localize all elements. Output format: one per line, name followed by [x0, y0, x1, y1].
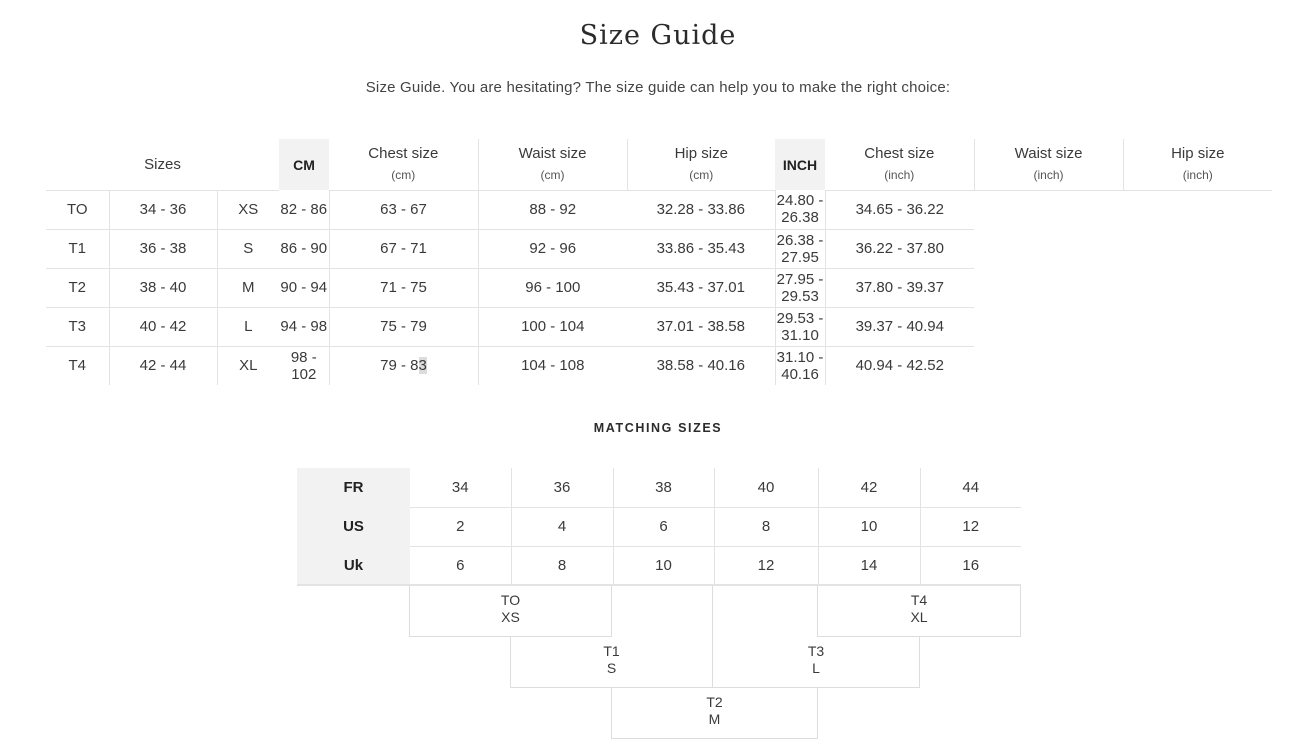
matching-sizes-table — [297, 468, 1021, 586]
size-code: T1 — [46, 229, 109, 268]
matching-row-us — [297, 507, 1021, 546]
table-row — [46, 268, 1272, 307]
matching-value: 8 — [511, 546, 613, 585]
chest-cm-header: Chest size (cm) — [329, 139, 478, 190]
hip-inch: 40.94 - 42.52 — [825, 346, 974, 385]
hip-cm: 104 - 108 — [478, 346, 627, 385]
bracket-code: T1 — [603, 643, 620, 659]
hip-inch: 34.65 - 36.22 — [825, 190, 974, 229]
chest-cm: 94 - 98 — [279, 307, 329, 346]
size-table-header — [46, 139, 1272, 190]
size-range: 34 - 36 — [109, 190, 217, 229]
matching-row-uk — [297, 546, 1021, 585]
matching-value: 44 — [920, 468, 1021, 507]
size-bracket-s — [510, 637, 713, 688]
hip-inch: 39.37 - 40.94 — [825, 307, 974, 346]
row-label-fr: FR — [297, 468, 410, 507]
matching-value: 2 — [410, 507, 511, 546]
chest-inch: 35.43 - 37.01 — [627, 268, 775, 307]
chest-cm: 98 - 102 — [290, 348, 317, 383]
waist-cm-text: 79 - 8 — [380, 357, 419, 375]
bracket-code: T3 — [807, 643, 825, 659]
row-label-uk: Uk — [297, 546, 410, 585]
chest-cm: 82 - 86 — [279, 190, 329, 229]
hip-cm-header: Hip size (cm) — [627, 139, 775, 190]
matching-value: 12 — [714, 546, 818, 585]
waist-cm-header: Waist size (cm) — [478, 139, 627, 190]
size-code: T2 — [46, 268, 109, 307]
bracket-connector — [611, 586, 612, 637]
waist-cm — [329, 346, 478, 385]
size-letter: S — [217, 229, 279, 268]
matching-value: 12 — [920, 507, 1021, 546]
intro-text: Size Guide. You are hesitating? The size guide can help you to make the right choice: — [365, 79, 951, 96]
waist-cm: 75 - 79 — [329, 307, 478, 346]
matching-value: 34 — [410, 468, 511, 507]
size-range: 36 - 38 — [109, 229, 217, 268]
hip-cm: 96 - 100 — [478, 268, 627, 307]
selected-text-highlight: 3 — [418, 357, 427, 375]
size-bracket-xs — [409, 586, 612, 637]
matching-value: 16 — [920, 546, 1021, 585]
chest-inch: 37.01 - 38.58 — [627, 307, 775, 346]
bracket-code: T2 — [706, 694, 723, 710]
matching-value: 8 — [714, 507, 818, 546]
waist-inch: 29.53 - 31.10 — [775, 307, 825, 346]
waist-inch: 31.10 - 40.16 — [775, 346, 825, 385]
size-letter: XS — [217, 190, 279, 229]
size-bracket-m — [611, 688, 818, 739]
page-title: Size Guide — [579, 20, 737, 51]
matching-value: 10 — [613, 546, 714, 585]
matching-value: 38 — [613, 468, 714, 507]
waist-cm: 63 - 67 — [329, 190, 478, 229]
hip-inch: 36.22 - 37.80 — [825, 229, 974, 268]
hip-cm: 92 - 96 — [478, 229, 627, 268]
matching-value: 40 — [714, 468, 818, 507]
bracket-letter: S — [606, 660, 617, 676]
matching-value: 6 — [613, 507, 714, 546]
chest-inch: 38.58 - 40.16 — [656, 357, 745, 375]
bracket-letter: XS — [501, 609, 520, 625]
chest-inch-header: Chest size (inch) — [825, 139, 974, 190]
matching-row-fr — [297, 468, 1021, 507]
matching-value: 36 — [511, 468, 613, 507]
size-letter: L — [217, 307, 279, 346]
waist-inch: 26.38 - 27.95 — [775, 229, 825, 268]
table-row — [46, 346, 1272, 385]
waist-cm: 67 - 71 — [329, 229, 478, 268]
hip-cm: 88 - 92 — [478, 190, 627, 229]
size-range: 42 - 44 — [109, 346, 217, 385]
size-code: TO — [46, 190, 109, 229]
waist-inch: 27.95 - 29.53 — [775, 268, 825, 307]
matching-value: 10 — [818, 507, 920, 546]
table-row — [46, 307, 1272, 346]
bracket-letter: XL — [910, 609, 928, 625]
size-letter: M — [217, 268, 279, 307]
hip-inch: 37.80 - 39.37 — [825, 268, 974, 307]
table-row — [46, 190, 1272, 229]
matching-value: 6 — [410, 546, 511, 585]
bracket-letter: L — [812, 660, 820, 676]
size-table — [46, 139, 1272, 385]
waist-cm: 71 - 75 — [329, 268, 478, 307]
size-range: 40 - 42 — [109, 307, 217, 346]
bracket-code: T4 — [910, 592, 928, 608]
size-bracket-l — [712, 637, 920, 688]
size-bracket-xl — [817, 586, 1021, 637]
size-code: T3 — [46, 307, 109, 346]
sizes-header: Sizes — [46, 139, 279, 190]
size-range: 38 - 40 — [109, 268, 217, 307]
cm-label: CM — [279, 139, 329, 190]
matching-value: 14 — [818, 546, 920, 585]
matching-value: 42 — [818, 468, 920, 507]
chest-inch: 32.28 - 33.86 — [627, 190, 775, 229]
row-label-us: US — [297, 507, 410, 546]
matching-value: 4 — [511, 507, 613, 546]
size-code: T4 — [68, 357, 86, 375]
matching-sizes-title: MATCHING SIZES — [593, 421, 723, 435]
waist-inch-header: Waist size (inch) — [974, 139, 1123, 190]
chest-inch: 33.86 - 35.43 — [627, 229, 775, 268]
chest-cm: 90 - 94 — [279, 268, 329, 307]
waist-inch: 24.80 - 26.38 — [775, 190, 825, 229]
inch-label: INCH — [775, 139, 825, 190]
size-letter: XL — [217, 346, 279, 385]
bracket-code: TO — [500, 592, 521, 608]
bracket-letter: M — [708, 711, 721, 727]
table-row — [46, 229, 1272, 268]
hip-cm: 100 - 104 — [478, 307, 627, 346]
bracket-connector — [712, 586, 713, 637]
chest-cm: 86 - 90 — [279, 229, 329, 268]
hip-inch-header: Hip size (inch) — [1123, 139, 1272, 190]
